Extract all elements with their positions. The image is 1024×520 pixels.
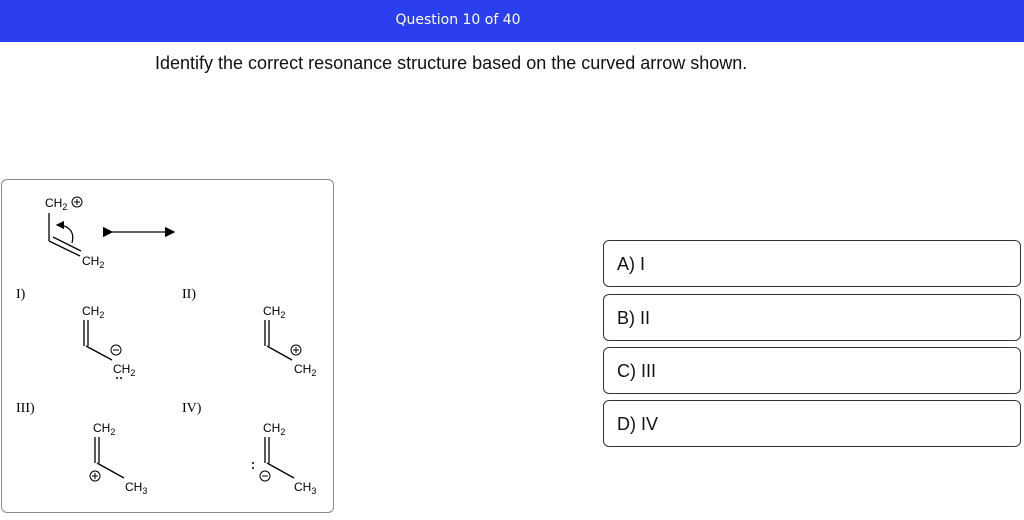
structure-i (82, 304, 135, 379)
structure-iv (252, 421, 316, 496)
reactant-structure (45, 196, 174, 270)
option-label-iii: III) (16, 401, 35, 416)
plus-charge-icon (72, 197, 82, 207)
svg-text:CH2: $CH_2$ (263, 421, 286, 437)
svg-text:CH2: $CH_2$ (113, 362, 136, 378)
answer-label: C) III (617, 361, 656, 381)
lone-pair-icon (252, 462, 254, 464)
answer-label: B) II (617, 308, 651, 328)
reactant-top-group: $CH_2$ (45, 196, 68, 212)
minus-charge-icon (260, 471, 270, 481)
answer-label: D) IV (617, 414, 659, 434)
svg-text:CH3: $CH_3$ (294, 480, 317, 496)
option-label-ii: II) (182, 287, 196, 302)
structure-figure (1, 179, 334, 513)
minus-charge-icon (111, 345, 121, 355)
svg-text:CH2: $CH_2$ (82, 304, 105, 320)
answer-option-d[interactable] (603, 400, 1021, 447)
option-label-iv: IV) (182, 401, 202, 416)
svg-text:CH2: $CH_2$ (93, 421, 116, 437)
structure-drawing (2, 180, 335, 514)
answer-option-a[interactable] (603, 240, 1021, 287)
plus-charge-icon (291, 345, 301, 355)
question-counter: Question 10 of 40 (395, 12, 521, 28)
answer-option-b[interactable] (603, 294, 1021, 341)
option-label-i: I) (16, 287, 26, 302)
reactant-bottom-group: $CH_2$ (82, 254, 105, 270)
svg-text:CH2: $CH_2$ (294, 362, 317, 378)
svg-text:CH2: $CH_2$ (263, 304, 286, 320)
top-bar (0, 0, 1024, 42)
answer-option-c[interactable] (603, 347, 1021, 394)
svg-text:CH3: $CH_3$ (125, 480, 148, 496)
question-prompt: Identify the correct resonance structure based on the curved arrow shown. (155, 53, 748, 73)
plus-charge-icon (90, 471, 100, 481)
structure-ii (263, 304, 316, 378)
answer-label: A) I (617, 254, 646, 274)
structure-iii (90, 421, 147, 496)
lone-pair-icon (116, 377, 118, 379)
